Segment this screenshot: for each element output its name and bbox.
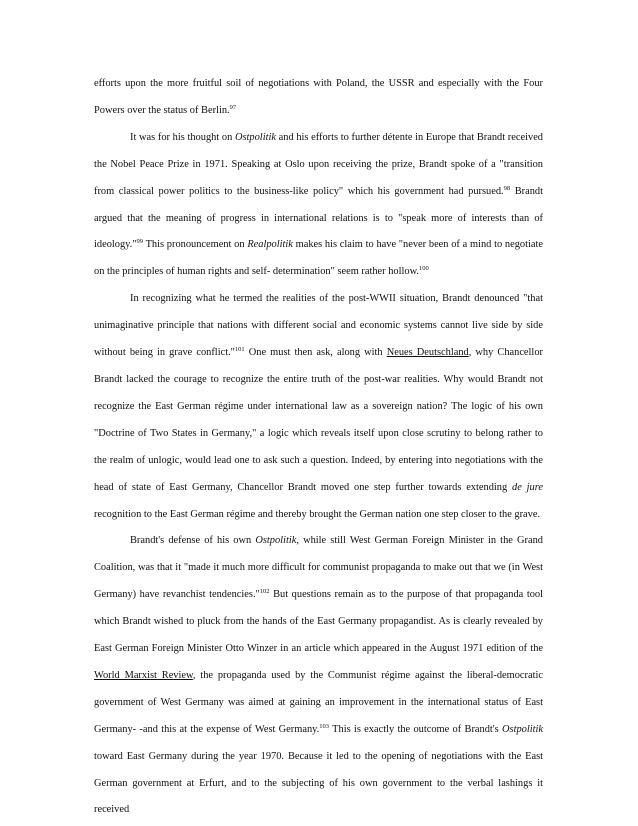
italic-term: de jure xyxy=(512,481,543,493)
footnote-ref: 99 xyxy=(136,238,144,246)
paragraph-text: But questions remain as to the purpose of that propaganda tool which Brandt wished to pluck from the hands of the East Germany propagandist. As is clearly revealed by East German Foreign Minister Otto Winzer in an article which appeared in the August 1971 edition of the xyxy=(94,589,543,655)
italic-term: Realpolitik xyxy=(247,239,293,251)
footnote-ref: 101 xyxy=(234,346,245,354)
paragraph-text: recognition to the East German régime and thereby brought the German nation one step closer to the grave. xyxy=(94,508,541,520)
paragraph-2 xyxy=(94,125,543,286)
paragraph-text: , why Chancellor Brandt lacked the courage to recognize the entire truth of the post-war realities. Why would Brandt not recognize the East German régime under international law as a sovereign nation? The logic of his own "Doctrine of Two States in Germany," a logic which reveals itself upon close scrutiny to belong rather to the realm of unlogic, would lead one to ask such a question. Indeed, by entering into negotiations with the head of state of East Germany, Chancellor Brandt moved one step further towards extending xyxy=(94,347,543,493)
italic-term: Ostpolitik xyxy=(234,131,276,143)
paragraph-text: efforts upon the more fruitful soil of negotiations with Poland, the USSR and especially with the Four Powers over the status of Berlin. xyxy=(94,78,543,116)
footnote-ref: 98 xyxy=(503,184,511,192)
paragraph-text: , the propaganda used by the Communist régime against the liberal-democratic government of West Germany was aimed at gaining an improvement in the international status of East Germany- -and this at the expense of West Germany. xyxy=(94,669,544,735)
paragraph-text: One must then ask, along with xyxy=(244,347,387,359)
footnote-ref: 102 xyxy=(259,588,270,596)
paragraph-text: This pronouncement on xyxy=(143,239,248,251)
underlined-title: World Marxist Review xyxy=(94,669,193,681)
paragraph-text: , while still West German Foreign Minister in the Grand Coalition, was that it "made it much more difficult for communist propaganda to make out that we (in West Germany) have revanchist tendencies." xyxy=(94,535,543,601)
paragraph-text: makes his claim to have "never been of a mind to negotiate on the principles of human rights and self- determination" seem rather hollow. xyxy=(94,239,543,278)
paragraph-3 xyxy=(94,286,543,528)
paragraph-text: Brandt argued that the meaning of progress in international relations is to "speak more of interests than of ideology." xyxy=(94,185,543,251)
paragraph-text: toward East Germany during the year 1970. Because it led to the opening of negotiations with the East German government at Erfurt, and to the subjecting of his own government to the verbal lashings it received xyxy=(94,750,543,816)
paragraph-text: Brandt's defense of his own xyxy=(130,535,256,547)
paragraph-1 xyxy=(94,71,543,125)
italic-term: Ostpolitik xyxy=(255,535,297,547)
paragraph-text: and his efforts to further détente in Europe that Brandt received the Nobel Peace Prize in 1971. Speaking at Oslo upon receiving the prize, Brandt spoke of a "transition from classical power politics to the business-like policy" which his government had pursued. xyxy=(94,131,543,197)
paragraph-text: In recognizing what he termed the realities of the post-WWII situation, Brandt denounced "that unimaginative principle that nations with different social and economic systems cannot live side by side without being in grave conflict." xyxy=(94,293,543,359)
paragraph-text: It was for his thought on xyxy=(130,131,235,143)
paragraph-text: This is exactly the outcome of Brandt's xyxy=(329,723,503,735)
footnote-ref: 103 xyxy=(319,722,330,730)
italic-term: Ostpolitik xyxy=(502,723,544,735)
underlined-title: Neues Deutschland xyxy=(386,347,469,359)
footnote-ref: 97 xyxy=(229,103,237,111)
paragraph-4 xyxy=(94,528,543,824)
footnote-ref: 100 xyxy=(419,265,429,273)
